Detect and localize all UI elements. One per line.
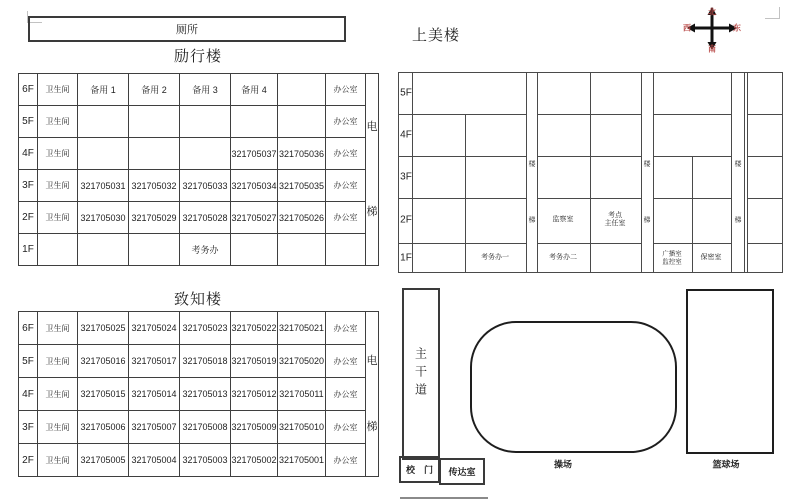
secrecy-room-label: 保密室	[700, 254, 722, 261]
room-cell: 321705005	[78, 444, 129, 477]
room-cell	[38, 234, 78, 266]
room-cell: 卫生间	[38, 170, 78, 202]
grid-line	[398, 272, 783, 273]
shangmei-title: 上美楼	[412, 27, 461, 44]
school-gate-label: 校 门	[405, 465, 433, 475]
floor-label: 2F	[19, 444, 38, 477]
floor-label: 6F	[19, 312, 38, 345]
room-cell: 321705004	[129, 444, 180, 477]
room-cell	[278, 74, 326, 106]
room-cell: 备用 4	[231, 74, 278, 106]
grid-line	[653, 114, 731, 115]
basketball-court-label: 篮球场	[712, 459, 740, 470]
room-cell: 321705025	[78, 312, 129, 345]
floor-row	[19, 234, 379, 266]
main-road-box	[402, 288, 440, 460]
room-cell: 321705031	[78, 170, 129, 202]
room-cell	[78, 234, 129, 266]
shangmei-floor-label: 2F	[400, 214, 412, 226]
toilet-box	[28, 16, 346, 42]
supervision-room-label: 监察室	[552, 216, 574, 223]
room-cell: 办公室	[326, 312, 366, 345]
room-cell: 321705034	[231, 170, 278, 202]
floor-row	[19, 170, 379, 202]
room-cell: 卫生间	[38, 411, 78, 444]
site-director-line1: 考点	[608, 212, 622, 219]
reception-label: 传达室	[448, 467, 476, 477]
room-cell: 卫生间	[38, 378, 78, 411]
room-cell: 办公室	[326, 170, 366, 202]
floor-row	[19, 411, 379, 444]
room-cell: 卫生间	[38, 444, 78, 477]
room-cell: 办公室	[326, 411, 366, 444]
room-cell: 321705027	[231, 202, 278, 234]
grid-line	[398, 114, 526, 115]
grid-line	[398, 243, 526, 244]
room-cell: 卫生间	[38, 106, 78, 138]
grid-line	[747, 198, 783, 199]
room-cell: 321705007	[129, 411, 180, 444]
grid-line	[641, 72, 642, 273]
room-cell	[129, 138, 180, 170]
room-cell: 卫生间	[38, 202, 78, 234]
elevator-cell	[366, 312, 379, 477]
room-cell: 321705029	[129, 202, 180, 234]
elevator-char: 电	[366, 354, 378, 367]
room-cell: 办公室	[326, 106, 366, 138]
main-road-label: 主干道	[413, 347, 428, 401]
grid-line	[398, 156, 526, 157]
grid-line	[747, 114, 783, 115]
room-cell: 321705010	[278, 411, 326, 444]
room-cell: 321705003	[180, 444, 231, 477]
room-cell	[180, 138, 231, 170]
room-cell	[231, 234, 278, 266]
shangmei-floor-label: 4F	[400, 129, 412, 141]
floor-label: 3F	[19, 411, 38, 444]
room-cell: 办公室	[326, 345, 366, 378]
basketball-court-rect	[686, 289, 774, 454]
grid-line	[537, 198, 641, 199]
room-cell: 321705037	[231, 138, 278, 170]
grid-line	[398, 198, 526, 199]
page-corner-mark-top-right	[765, 7, 780, 19]
site-director-room-label	[605, 212, 626, 228]
floor-row	[19, 106, 379, 138]
room-cell	[78, 106, 129, 138]
school-gate-box	[399, 456, 440, 483]
room-cell: 321705033	[180, 170, 231, 202]
room-cell: 321705018	[180, 345, 231, 378]
grid-line	[731, 72, 732, 273]
room-cell: 321705015	[78, 378, 129, 411]
room-cell	[278, 106, 326, 138]
floor-row	[19, 444, 379, 477]
room-cell: 321705006	[78, 411, 129, 444]
grid-line	[744, 72, 745, 273]
room-cell	[278, 234, 326, 266]
room-cell: 321705019	[231, 345, 278, 378]
elevator-char: 电	[366, 120, 378, 133]
compass-west-label: 西	[683, 23, 691, 33]
elevator-char: 梯	[366, 205, 378, 218]
room-cell	[326, 234, 366, 266]
lixing-table	[18, 73, 379, 266]
room-cell	[129, 106, 180, 138]
room-cell: 321705014	[129, 378, 180, 411]
room-cell: 办公室	[326, 378, 366, 411]
room-cell	[78, 138, 129, 170]
grid-line	[653, 198, 731, 199]
room-cell	[231, 106, 278, 138]
broadcast-monitor-room-label	[662, 251, 682, 266]
floor-label: 4F	[19, 138, 38, 170]
exam-office-1-label: 考务办一	[481, 254, 509, 261]
site-director-line2: 主任室	[604, 220, 626, 227]
room-cell: 321705020	[278, 345, 326, 378]
grid-line	[692, 156, 693, 273]
grid-line	[537, 243, 641, 244]
floor-row	[19, 345, 379, 378]
stairs-bottom-label: 梯	[643, 217, 651, 224]
floor-row	[19, 312, 379, 345]
room-cell: 321705017	[129, 345, 180, 378]
room-cell: 321705008	[180, 411, 231, 444]
grid-line	[526, 72, 527, 273]
shangmei-floor-label: 3F	[400, 171, 412, 183]
stairs-top-label: 楼	[643, 161, 651, 168]
shangmei-floor-label: 5F	[400, 87, 412, 99]
room-cell: 备用 3	[180, 74, 231, 106]
room-cell: 321705023	[180, 312, 231, 345]
room-cell: 备用 2	[129, 74, 180, 106]
monitor-room-line: 监控室	[662, 258, 682, 265]
stairs-bottom-label: 梯	[734, 217, 742, 224]
stairs-top-label: 楼	[734, 161, 742, 168]
floor-row	[19, 74, 379, 106]
room-cell: 办公室	[326, 202, 366, 234]
shangmei-grid	[398, 72, 783, 273]
zhizhi-table	[18, 311, 379, 477]
room-cell: 办公室	[326, 138, 366, 170]
grid-line	[537, 156, 641, 157]
room-cell: 321705011	[278, 378, 326, 411]
grid-line	[465, 114, 466, 273]
grid-line	[537, 114, 641, 115]
floor-label: 3F	[19, 170, 38, 202]
room-cell: 卫生间	[38, 74, 78, 106]
playground-label: 操场	[553, 459, 573, 470]
room-cell: 321705016	[78, 345, 129, 378]
room-cell: 321705032	[129, 170, 180, 202]
room-cell: 办公室	[326, 74, 366, 106]
room-cell: 321705012	[231, 378, 278, 411]
floor-label: 1F	[19, 234, 38, 266]
room-cell: 321705021	[278, 312, 326, 345]
compass-south-label: 南	[708, 44, 716, 54]
room-cell: 321705013	[180, 378, 231, 411]
exam-office-2-label: 考务办二	[549, 254, 577, 261]
grid-line	[398, 72, 783, 73]
floor-label: 5F	[19, 345, 38, 378]
room-cell: 卫生间	[38, 138, 78, 170]
room-cell: 321705001	[278, 444, 326, 477]
room-cell: 备用 1	[78, 74, 129, 106]
broadcast-room-line: 广播室	[662, 250, 682, 258]
stairs-top-label: 楼	[528, 161, 536, 168]
floor-row	[19, 138, 379, 170]
floor-label: 4F	[19, 378, 38, 411]
room-cell: 321705022	[231, 312, 278, 345]
floor-row	[19, 378, 379, 411]
room-cell: 321705030	[78, 202, 129, 234]
compass-north-label: 北	[708, 7, 716, 17]
room-cell: 321705009	[231, 411, 278, 444]
room-cell: 321705035	[278, 170, 326, 202]
grid-line	[653, 243, 731, 244]
room-cell: 办公室	[326, 444, 366, 477]
room-cell: 考务办	[180, 234, 231, 266]
room-cell: 321705024	[129, 312, 180, 345]
elevator-char: 梯	[366, 420, 378, 433]
floor-label: 2F	[19, 202, 38, 234]
elevator-cell	[366, 74, 379, 266]
stairs-bottom-label: 梯	[528, 217, 536, 224]
shangmei-floor-label: 1F	[400, 252, 412, 264]
room-cell: 卫生间	[38, 345, 78, 378]
room-cell: 321705036	[278, 138, 326, 170]
playground-oval	[470, 321, 677, 453]
zhizhi-title: 致知楼	[173, 291, 222, 308]
room-cell	[129, 234, 180, 266]
floor-row	[19, 202, 379, 234]
grid-line	[653, 156, 731, 157]
floor-label: 5F	[19, 106, 38, 138]
floor-label: 6F	[19, 74, 38, 106]
toilet-label: 厕所	[176, 24, 198, 36]
lixing-title: 励行楼	[173, 48, 222, 65]
compass-east-label: 东	[733, 23, 741, 33]
room-cell: 321705028	[180, 202, 231, 234]
room-cell: 321705026	[278, 202, 326, 234]
room-cell	[180, 106, 231, 138]
reception-box	[439, 458, 485, 485]
grid-line	[747, 243, 783, 244]
room-cell: 321705002	[231, 444, 278, 477]
page-bottom-boundary-mark	[400, 497, 488, 499]
grid-line	[747, 156, 783, 157]
room-cell: 卫生间	[38, 312, 78, 345]
